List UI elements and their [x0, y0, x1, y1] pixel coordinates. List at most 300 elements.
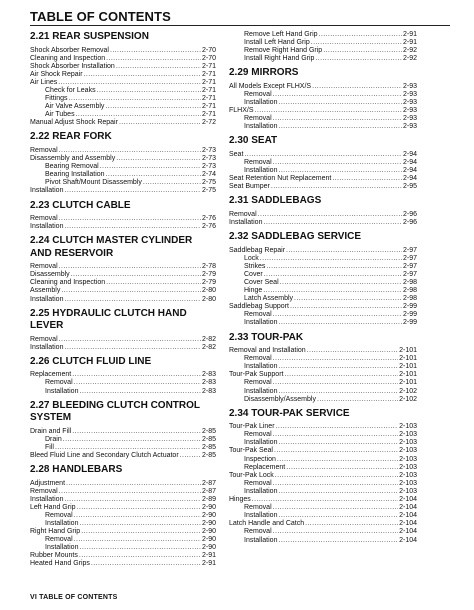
toc-entry-installation[interactable] — [229, 99, 417, 107]
toc-entry-installation[interactable] — [229, 537, 417, 545]
toc-entry-page: 2-75 — [201, 187, 216, 195]
toc-entry-installation[interactable] — [30, 388, 216, 396]
toc-entry-remove-right-hand-grip[interactable] — [229, 47, 417, 55]
toc-entry-air-tubes[interactable] — [30, 111, 216, 119]
toc-entry-label: Bearing Installation — [45, 171, 105, 179]
toc-entry-label: Installation — [244, 387, 278, 395]
dot-leader — [258, 211, 402, 219]
toc-entry-removal[interactable] — [229, 211, 417, 219]
toc-entry-label: Hinges — [229, 496, 251, 504]
dot-leader — [76, 111, 201, 119]
toc-entry-label: Installation — [244, 99, 278, 107]
toc-entry-cover-seal[interactable] — [229, 279, 417, 287]
dot-leader — [74, 512, 201, 520]
toc-entry-page: 2-99 — [402, 311, 417, 319]
dot-leader — [275, 472, 398, 480]
dot-leader — [143, 179, 201, 187]
toc-entry-removal[interactable] — [229, 91, 417, 99]
toc-entry-drain-and-fill[interactable] — [30, 428, 216, 436]
toc-entry-label: Removal — [30, 215, 58, 222]
toc-entry-hinges[interactable] — [229, 496, 417, 504]
dot-leader — [307, 347, 398, 355]
toc-entry-page: 2-102 — [399, 387, 417, 395]
toc-entry-page: 2-93 — [402, 82, 417, 90]
toc-entry-seat-retention-nut-replacement[interactable] — [229, 175, 417, 183]
toc-entry-left-hand-grip[interactable] — [30, 504, 216, 512]
toc-section — [30, 464, 216, 569]
toc-entry-label: Fittings — [45, 95, 68, 103]
toc-entry-page: 2-103 — [399, 423, 417, 431]
dot-leader — [278, 167, 402, 175]
toc-entry-label: Seat Retention Nut Replacement — [229, 175, 332, 183]
toc-entry-installation[interactable] — [229, 388, 417, 396]
toc-entry-installation[interactable] — [30, 187, 216, 195]
dot-leader — [278, 512, 398, 520]
toc-entry-cover[interactable] — [229, 271, 417, 279]
dot-leader — [59, 263, 201, 271]
toc-entry-page: 2-79 — [201, 279, 216, 287]
toc-entry-saddlebag-repair[interactable] — [229, 247, 417, 255]
toc-entry-page: 2-70 — [201, 46, 216, 54]
toc-entry-installation[interactable] — [30, 296, 216, 304]
toc-entry-page: 2-101 — [399, 347, 417, 355]
dot-leader — [64, 496, 201, 504]
toc-entry-installation[interactable] — [30, 520, 216, 528]
toc-entry-removal[interactable] — [30, 536, 216, 544]
section-heading: 2.21 REAR SUSPENSION — [30, 31, 149, 42]
toc-entry-label: Air Tubes — [45, 111, 75, 119]
toc-entry-removal[interactable] — [30, 379, 216, 387]
toc-entry-removal[interactable] — [229, 159, 417, 167]
dot-leader — [278, 363, 398, 371]
dot-leader — [59, 488, 201, 496]
toc-entry-page: 2-91 — [201, 552, 216, 560]
toc-entry-label: Installation — [30, 223, 64, 231]
toc-entry-page: 2-90 — [201, 528, 216, 536]
toc-entry-page: 2-93 — [402, 90, 417, 98]
toc-entry-label: Remove Right Hand Grip — [244, 47, 323, 55]
toc-entry-page: 2-90 — [201, 503, 216, 511]
toc-entry-label: Heated Hand Grips — [30, 560, 90, 568]
toc-entry-hinge[interactable] — [229, 287, 417, 295]
toc-entry-lock[interactable] — [229, 255, 417, 263]
toc-entry-page: 2-71 — [201, 62, 216, 70]
toc-entry-manual-adjust-shock-repair[interactable] — [30, 119, 216, 127]
dot-leader — [69, 95, 201, 103]
toc-entry-label: FLHX/S — [229, 107, 254, 115]
toc-entry-page: 2-70 — [201, 54, 216, 62]
toc-entry-page: 2-90 — [201, 544, 216, 552]
toc-entry-page: 2-96 — [402, 219, 417, 226]
dot-leader — [79, 388, 201, 396]
toc-entry-inspection[interactable] — [229, 456, 417, 464]
toc-section — [30, 400, 216, 460]
toc-section — [30, 200, 216, 232]
toc-entry-page: 2-104 — [399, 536, 417, 544]
dot-leader — [280, 279, 402, 287]
dot-leader — [273, 355, 398, 363]
toc-entry-flhx-s[interactable] — [229, 107, 417, 115]
toc-entry-label: Seat — [229, 150, 244, 158]
toc-entry-page: 2-94 — [402, 175, 417, 183]
toc-entry-removal[interactable] — [229, 480, 417, 488]
toc-entry-label: Tour-Pak Liner — [229, 423, 275, 431]
toc-entry-label: Removal — [45, 379, 73, 387]
toc-entry-label: Removal — [244, 159, 272, 167]
toc-entry-installation[interactable] — [229, 488, 417, 496]
toc-entry-label: Seat Bumper — [229, 183, 270, 191]
toc-entry-page: 2-85 — [201, 435, 216, 443]
toc-entry-page: 2-82 — [201, 343, 216, 351]
toc-entry-label: Removal — [244, 355, 272, 363]
toc-entry-label: Removal — [244, 379, 272, 387]
toc-entry-page: 2-71 — [201, 103, 216, 111]
toc-entry-page: 2-92 — [402, 47, 417, 55]
toc-entry-label: Check for Leaks — [45, 86, 96, 94]
toc-entry-label: Removal and Installation — [229, 347, 306, 355]
dot-leader — [64, 296, 201, 304]
toc-entry-tour-pak-seal[interactable] — [229, 447, 417, 455]
toc-entry-page: 2-74 — [201, 171, 216, 179]
dot-leader — [271, 183, 402, 191]
toc-entry-label: Removal — [45, 511, 73, 519]
toc-entry-page: 2-82 — [201, 335, 216, 343]
toc-entry-page: 2-83 — [201, 379, 216, 387]
dot-leader — [276, 423, 399, 431]
toc-entry-page: 2-103 — [399, 447, 417, 455]
toc-right-column — [229, 31, 417, 549]
dot-leader — [284, 371, 398, 379]
toc-entry-label: Installation — [244, 487, 278, 495]
toc-entry-all-models-except-flhx-s[interactable] — [229, 83, 417, 91]
toc-entry-page: 2-101 — [399, 371, 417, 379]
toc-entry-fittings[interactable] — [30, 95, 216, 103]
toc-entry-label: Saddlebag Repair — [229, 246, 286, 254]
toc-entry-label: Installation — [244, 363, 278, 371]
toc-entry-page: 2-103 — [399, 439, 417, 447]
toc-entry-page: 2-93 — [402, 115, 417, 123]
toc-entry-shock-absorber-installation[interactable] — [30, 63, 216, 71]
dot-leader — [81, 528, 201, 536]
toc-entry-page: 2-103 — [399, 463, 417, 471]
toc-entry-page: 2-76 — [201, 223, 216, 231]
toc-entry-label: Lock — [244, 254, 259, 262]
toc-entry-removal[interactable] — [229, 355, 417, 363]
dot-leader — [79, 552, 201, 560]
toc-entry-install-left-hand-grip[interactable] — [229, 39, 417, 47]
toc-entry-label: Install Right Hand Grip — [244, 55, 315, 63]
toc-entry-page: 2-91 — [201, 560, 216, 568]
toc-entry-installation[interactable] — [30, 223, 216, 231]
toc-entry-latch-handle-and-catch[interactable] — [229, 520, 417, 528]
toc-entry-page: 2-90 — [201, 519, 216, 527]
toc-entry-page: 2-80 — [201, 287, 216, 295]
toc-entry-installation[interactable] — [30, 544, 216, 552]
toc-entry-fill[interactable] — [30, 444, 216, 452]
dot-leader — [74, 379, 201, 387]
toc-entry-label: Removal — [30, 487, 58, 495]
toc-entry-page: 2-71 — [201, 86, 216, 94]
toc-entry-label: Assembly — [30, 287, 61, 295]
toc-entry-page: 2-99 — [402, 319, 417, 327]
toc-entry-installation[interactable] — [30, 344, 216, 352]
toc-entry-label: Bleed Fluid Line and Secondary Clutch Actuator — [30, 451, 179, 459]
toc-entry-label: Right Hand Grip — [30, 528, 81, 536]
section-heading: 2.25 HYDRAULIC CLUTCH HAND LEVER — [30, 307, 187, 332]
toc-entry-label: Removal — [229, 210, 257, 218]
toc-entry-page: 2-75 — [201, 179, 216, 187]
toc-entry-label: Installation — [244, 167, 278, 175]
dot-leader — [66, 480, 201, 488]
toc-entry-tour-pak-lock[interactable] — [229, 472, 417, 480]
toc-entry-installation[interactable] — [229, 123, 417, 131]
page-footer: VI TABLE OF CONTENTS — [30, 594, 118, 601]
toc-entry-removal[interactable] — [30, 215, 216, 223]
dot-leader — [263, 219, 402, 227]
dot-leader — [255, 107, 402, 115]
toc-entry-page: 2-80 — [201, 295, 216, 303]
toc-entry-air-valve-assembly[interactable] — [30, 103, 216, 111]
dot-leader — [273, 159, 402, 167]
toc-entry-removal[interactable] — [229, 504, 417, 512]
toc-entry-label: Installation — [30, 343, 64, 351]
section-heading: 2.22 REAR FORK — [30, 131, 112, 143]
toc-entry-label: Air Lines — [30, 78, 58, 86]
dot-leader — [323, 47, 402, 55]
toc-entry-page: 2-73 — [201, 146, 216, 154]
toc-entry-page: 2-83 — [201, 371, 216, 379]
toc-entry-page: 2-85 — [201, 443, 216, 451]
toc-entry-removal[interactable] — [229, 311, 417, 319]
toc-entry-page: 2-98 — [402, 278, 417, 286]
toc-entry-label: Installation — [45, 387, 79, 395]
toc-entry-label: Installation — [30, 495, 64, 503]
toc-entry-page: 2-85 — [201, 427, 216, 435]
toc-entry-removal[interactable] — [30, 147, 216, 155]
toc-section — [30, 308, 216, 352]
dot-leader — [105, 103, 201, 111]
toc-entry-disassembly-assembly[interactable] — [229, 396, 417, 404]
dot-leader — [74, 536, 201, 544]
toc-entry-latch-assembly[interactable] — [229, 295, 417, 303]
toc-entry-air-shock-repair[interactable] — [30, 71, 216, 79]
toc-entry-disassembly[interactable] — [30, 271, 216, 279]
dot-leader — [278, 439, 398, 447]
toc-entry-page: 2-92 — [402, 55, 417, 63]
toc-section — [30, 131, 216, 195]
dot-leader — [274, 447, 398, 455]
toc-entry-seat[interactable] — [229, 151, 417, 159]
toc-entry-bearing-removal[interactable] — [30, 163, 216, 171]
toc-entry-page: 2-104 — [399, 496, 417, 504]
toc-entry-label: Removal — [244, 311, 272, 319]
toc-entry-label: Inspection — [244, 455, 276, 463]
toc-entry-label: Shock Absorber Removal — [30, 46, 109, 54]
toc-entry-bearing-installation[interactable] — [30, 171, 216, 179]
toc-entry-assembly[interactable] — [30, 287, 216, 295]
dot-leader — [286, 464, 398, 472]
toc-entry-tour-pak-liner[interactable] — [229, 423, 417, 431]
dot-leader — [264, 271, 402, 279]
toc-entry-right-hand-grip[interactable] — [30, 528, 216, 536]
section-heading: 2.27 BLEEDING CLUTCH CONTROL SYSTEM — [30, 399, 200, 424]
dot-leader — [278, 488, 398, 496]
dot-leader — [294, 295, 402, 303]
toc-entry-page: 2-104 — [399, 520, 417, 528]
dot-leader — [315, 55, 402, 63]
toc-entry-installation[interactable] — [229, 167, 417, 175]
toc-entry-label: Air Valve Assembly — [45, 103, 105, 111]
toc-entry-label: Bearing Removal — [45, 163, 99, 171]
toc-entry-label: Pivot Shaft/Mount Disassembly — [45, 179, 142, 187]
toc-entry-remove-left-hand-grip[interactable] — [229, 31, 417, 39]
toc-entry-page: 2-83 — [201, 387, 216, 395]
dot-leader — [273, 91, 402, 99]
toc-entry-page: 2-97 — [402, 254, 417, 262]
toc-entry-label: Installation — [244, 536, 278, 544]
toc-entry-removal[interactable] — [229, 115, 417, 123]
toc-entry-label: Removal — [244, 479, 272, 487]
toc-entry-label: Cleaning and Inspection — [30, 279, 106, 287]
toc-entry-removal[interactable] — [229, 431, 417, 439]
dot-leader — [84, 71, 201, 79]
toc-entry-removal-and-installation[interactable] — [229, 347, 417, 355]
section-heading: 2.26 CLUTCH FLUID LINE — [30, 355, 152, 367]
toc-entry-label: Remove Left Hand Grip — [244, 31, 318, 38]
dot-leader — [273, 311, 402, 319]
toc-entry-installation[interactable] — [30, 496, 216, 504]
toc-entry-label: Removal — [244, 528, 272, 536]
toc-entry-installation[interactable] — [229, 319, 417, 327]
toc-entry-page: 2-98 — [402, 287, 417, 295]
toc-entry-label: Installation — [45, 519, 79, 527]
toc-entry-page: 2-91 — [402, 39, 417, 47]
toc-entry-label: Strikes — [244, 262, 266, 270]
toc-entry-installation[interactable] — [229, 219, 417, 227]
toc-entry-label: Removal — [244, 431, 272, 439]
dot-leader — [277, 456, 398, 464]
toc-entry-label: Disassembly and Assembly — [30, 155, 116, 163]
toc-entry-cleaning-and-inspection[interactable] — [30, 55, 216, 63]
toc-entry-removal[interactable] — [229, 379, 417, 387]
toc-entry-rubber-mounts[interactable] — [30, 552, 216, 560]
toc-entry-label: Rubber Mounts — [30, 552, 78, 560]
dot-leader — [252, 496, 398, 504]
toc-entry-replacement[interactable] — [30, 371, 216, 379]
toc-entry-page: 2-98 — [402, 295, 417, 303]
dot-leader — [106, 171, 201, 179]
dot-leader — [260, 255, 402, 263]
toc-entry-install-right-hand-grip[interactable] — [229, 55, 417, 63]
dot-leader — [106, 279, 201, 287]
dot-leader — [64, 187, 201, 195]
toc-entry-removal[interactable] — [30, 263, 216, 271]
toc-entry-pivot-shaft-mount-disassembly[interactable] — [30, 179, 216, 187]
toc-entry-page: 2-97 — [402, 270, 417, 278]
dot-leader — [64, 223, 201, 231]
dot-leader — [317, 396, 398, 404]
toc-entry-page: 2-101 — [399, 363, 417, 371]
toc-entry-air-lines[interactable] — [30, 79, 216, 87]
section-heading: 2.28 HANDLEBARS — [30, 464, 123, 475]
dot-leader — [319, 31, 402, 39]
toc-entry-saddlebag-support[interactable] — [229, 303, 417, 311]
section-heading: 2.32 SADDLEBAG SERVICE — [229, 231, 362, 243]
toc-entry-page: 2-71 — [201, 111, 216, 119]
toc-entry-page: 2-73 — [201, 163, 216, 171]
toc-entry-removal[interactable] — [30, 336, 216, 344]
toc-entry-label: Removal — [244, 115, 272, 123]
section-heading: 2.24 CLUTCH MASTER CYLINDER AND RESERVOIR — [30, 235, 193, 259]
dot-leader — [290, 303, 402, 311]
dot-leader — [273, 504, 398, 512]
toc-entry-page: 2-101 — [399, 355, 417, 363]
toc-entry-page: 2-93 — [402, 107, 417, 115]
dot-leader — [278, 123, 402, 131]
dot-leader — [116, 63, 201, 71]
toc-entry-seat-bumper[interactable] — [229, 183, 417, 191]
toc-entry-heated-hand-grips[interactable] — [30, 560, 216, 568]
toc-entry-tour-pak-support[interactable] — [229, 371, 417, 379]
dot-leader — [119, 119, 201, 127]
toc-entry-adjustment[interactable] — [30, 480, 216, 488]
dot-leader — [72, 371, 201, 379]
dot-leader — [305, 520, 398, 528]
dot-leader — [278, 99, 402, 107]
toc-entry-strikes[interactable] — [229, 263, 417, 271]
toc-section — [229, 195, 417, 227]
toc-entry-page: 2-85 — [201, 451, 216, 459]
toc-entry-drain[interactable] — [30, 436, 216, 444]
dot-leader — [278, 319, 402, 327]
toc-entry-bleed-fluid-line-and-secondary-clutch-actuator[interactable] — [30, 452, 216, 460]
toc-entry-removal[interactable] — [30, 512, 216, 520]
toc-entry-page: 2-79 — [201, 271, 216, 279]
toc-section — [229, 135, 417, 191]
toc-entry-label: Installation — [30, 295, 64, 303]
toc-entry-label: Hinge — [244, 287, 263, 295]
toc-entry-label: Installation — [244, 512, 278, 520]
toc-entry-installation[interactable] — [229, 439, 417, 447]
toc-entry-removal[interactable] — [229, 528, 417, 536]
toc-entry-label: Drain and Fill — [30, 427, 72, 435]
toc-entry-label: Removal — [30, 146, 58, 154]
toc-entry-label: Latch Assembly — [244, 295, 294, 303]
dot-leader — [72, 428, 201, 436]
toc-entry-cleaning-and-inspection[interactable] — [30, 279, 216, 287]
toc-entry-installation[interactable] — [229, 363, 417, 371]
toc-entry-page: 2-87 — [201, 487, 216, 495]
toc-entry-installation[interactable] — [229, 512, 417, 520]
toc-entry-check-for-leaks[interactable] — [30, 87, 216, 95]
toc-entry-label: Cover Seal — [244, 278, 279, 286]
toc-entry-replacement[interactable] — [229, 464, 417, 472]
toc-entry-label: Tour-Pak Support — [229, 371, 284, 379]
toc-entry-page: 2-103 — [399, 431, 417, 439]
toc-entry-page: 2-90 — [201, 536, 216, 544]
toc-section — [229, 408, 417, 545]
dot-leader — [59, 147, 201, 155]
dot-leader — [64, 344, 201, 352]
toc-entry-page: 2-73 — [201, 155, 216, 163]
toc-entry-disassembly-and-assembly[interactable] — [30, 155, 216, 163]
toc-entry-shock-absorber-removal[interactable] — [30, 47, 216, 55]
toc-entry-removal[interactable] — [30, 488, 216, 496]
toc-entry-page: 2-94 — [402, 167, 417, 175]
dot-leader — [71, 271, 201, 279]
toc-entry-label: Latch Handle and Catch — [229, 520, 305, 528]
dot-leader — [273, 431, 398, 439]
